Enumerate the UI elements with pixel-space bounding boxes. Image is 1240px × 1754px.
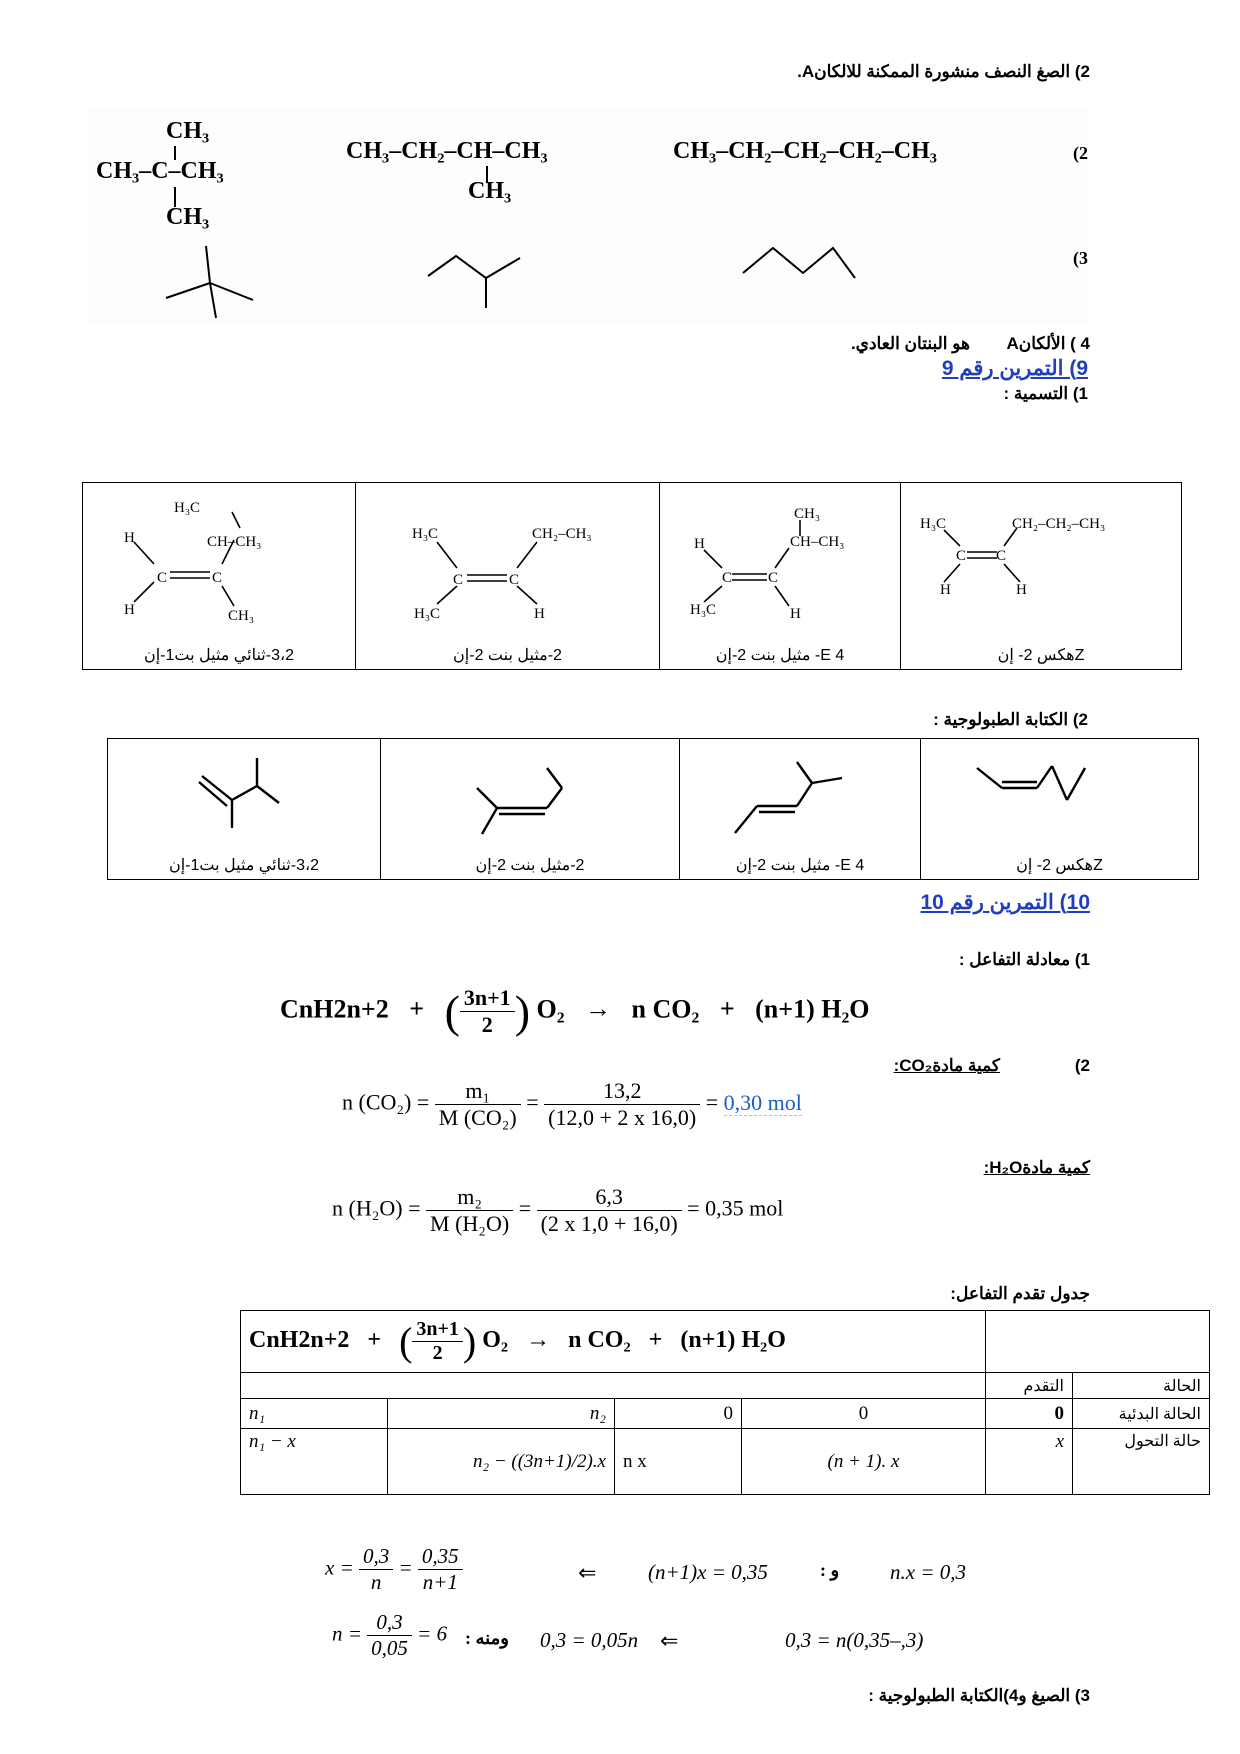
equation-d: 0,3 = n(0,35–,3) xyxy=(785,1628,924,1652)
n-result: = 6 xyxy=(417,1621,448,1646)
col-state: الحالة xyxy=(1073,1373,1210,1399)
table-h2o: (n+1) H₂O xyxy=(680,1327,786,1354)
exercise-10-title[interactable]: 10) التمرين رقم 10 xyxy=(920,891,1090,914)
equation-b: (n+1)x = 0,35 xyxy=(648,1560,768,1584)
x-lhs: x = xyxy=(325,1555,354,1580)
h2o-amount-title: كمية مادةH₂O: xyxy=(983,1158,1090,1177)
naming-title: 1) التسمية : xyxy=(1003,384,1088,403)
atom-label: C xyxy=(722,570,733,586)
alkane-skeletal-formulas xyxy=(88,108,1088,323)
topology-title: 2) الكتابة الطبولوجية : xyxy=(933,710,1088,729)
n-lhs: n = xyxy=(332,1621,362,1646)
x-frac2-num: 0,35 xyxy=(418,1544,463,1570)
atom-label: H xyxy=(940,582,951,598)
n-frac-den: 0,05 xyxy=(371,1636,408,1660)
solve-line-1-fraction: x = $\frac{0,3}{n}$ = $\frac{0,35}{n+1}$ xyxy=(325,1544,463,1595)
naming-caption: 3،2-ثنائي مثيل بت1-إن xyxy=(143,647,295,664)
neopentane-top: CH₃ xyxy=(166,118,210,144)
atom-label: C xyxy=(956,548,967,564)
row-initial-state: الحالة البدئية xyxy=(1073,1399,1210,1429)
isopentane-skeletal xyxy=(428,256,520,278)
topology-caption: Zهكس 2- إن xyxy=(1016,857,1103,874)
reactant-alkane: CnH2n+2 xyxy=(280,994,389,1024)
reaction-arrow: → xyxy=(585,994,612,1024)
atom-label: C xyxy=(453,572,464,588)
trans-co2: n x xyxy=(615,1429,742,1495)
h2o-lhs: n (H₂O) = xyxy=(332,1195,421,1221)
atom-label: C xyxy=(509,572,520,588)
and-connector: و : xyxy=(820,1560,840,1580)
table-arrow: → xyxy=(526,1327,551,1354)
equation-title: 1) معادلة التفاعل : xyxy=(958,950,1090,969)
x-frac2-den: n+1 xyxy=(422,1570,458,1594)
h2o-mass: m₂ xyxy=(426,1184,513,1211)
atom-label: H xyxy=(124,530,135,546)
h2o-mass-value: 6,3 xyxy=(537,1184,682,1211)
exercise-9-title[interactable]: 9) التمرين رقم 9 xyxy=(941,357,1088,380)
atom-label: CH₂–CH₂–CH₃ xyxy=(1012,516,1106,532)
naming-caption: Zهكس 2- إن xyxy=(997,647,1085,664)
co2-molar-mass: M (CO₂) xyxy=(438,1105,517,1130)
row-label-3: (3 xyxy=(1073,248,1088,268)
co2-index: 2) xyxy=(1074,1056,1090,1075)
row-transition-state: حالة التحول xyxy=(1073,1429,1210,1495)
atom-label: C xyxy=(157,570,168,586)
atom-label: C xyxy=(212,570,223,586)
co2-calculation: n (CO₂) = $\frac{\text{m₁}}{\text{M (CO₂)}}$ = $\frac{13,2}{(12,0 + 2 x 16,0)}$ = 0,30 mol xyxy=(342,1078,802,1130)
section-title-formulas: 2) الصغ النصف منشورة الممكنة للالكانA. xyxy=(797,62,1090,81)
advancement-table xyxy=(240,1310,1210,1495)
h2o-calculation: n (H₂O) = $\frac{\text{m₂}}{\text{M (H₂O)}}$ = $\frac{6,3}{(2 x 1,0 + 16,0)}$ = 0,35 mol xyxy=(332,1184,784,1236)
answer-4-label: 4 ) الألكانA xyxy=(1006,334,1090,353)
atom-label: H₃C xyxy=(412,526,439,542)
table-oxygen: O₂ xyxy=(482,1327,509,1354)
atom-label: C xyxy=(768,570,779,586)
col-advancement: التقدم xyxy=(986,1373,1073,1399)
coef-denominator: 2 xyxy=(481,1012,493,1037)
atom-label: H₃C xyxy=(920,516,947,532)
co2-amount-title: كمية مادةCO₂: xyxy=(893,1056,1000,1075)
product-h2o: (n+1) H₂O xyxy=(755,994,870,1024)
atom-label: CH₃ xyxy=(228,608,255,624)
pentane-skeletal xyxy=(743,248,855,278)
atom-label: H₃C xyxy=(414,606,441,622)
atom-label: H xyxy=(1016,582,1027,598)
hence-connector: ومنه : xyxy=(465,1628,509,1648)
atom-label: CH₂–CH₃ xyxy=(532,526,592,542)
co2-mass: m₁ xyxy=(435,1078,521,1105)
atom-label: H₃C xyxy=(174,500,201,516)
neopentane-mid: CH₃–C–CH₃ xyxy=(96,158,224,184)
table-equation-cell: CnH2n+2 + ( $\frac{3n+1}{2}$ ) O₂ → n CO₂ + (n+1) H₂O xyxy=(241,1311,986,1373)
equation-c: 0,3 = 0,05n xyxy=(540,1628,639,1652)
init-h2o: 0 xyxy=(742,1399,986,1429)
topology-skeletal-formulas xyxy=(107,738,1199,848)
atom-label: CH–CH₃ xyxy=(790,534,845,550)
topology-caption: E 4- مثيل بنت 2-إن xyxy=(735,857,865,874)
isopentane-formula: CH₃–CH₂–CH–CH₃ xyxy=(346,138,548,164)
table-blank-row xyxy=(241,1373,986,1399)
topology-caption: 3،2-ثنائي مثيل بت1-إن xyxy=(168,857,320,874)
row-label-2: (2 xyxy=(1073,143,1088,163)
co2-result: 0,30 mol xyxy=(723,1089,802,1115)
h2o-result: = 0,35 mol xyxy=(687,1195,784,1221)
isopentane-branch: CH₃ xyxy=(468,178,512,204)
solve-line-2-fraction xyxy=(332,1610,447,1661)
trans-h2o: (n + 1). x xyxy=(742,1429,986,1495)
atom-label: H₃C xyxy=(690,602,717,618)
alkane-structures-panel xyxy=(88,108,1088,323)
pentane-formula: CH₃–CH₂–CH₂–CH₂–CH₃ xyxy=(673,138,937,164)
product-co2: n CO₂ xyxy=(631,994,700,1024)
coef-numerator: 3n+1 xyxy=(460,985,515,1012)
naming-structures xyxy=(82,482,1182,642)
advancement-table-title: جدول تقدم التفاعل: xyxy=(950,1284,1090,1303)
implies-arrow-1: ⇐ xyxy=(578,1560,597,1585)
x-frac1-num: 0,3 xyxy=(359,1544,393,1570)
init-n2: n₂ xyxy=(388,1399,615,1429)
trans-advancement: x xyxy=(986,1429,1073,1495)
naming-caption: E 4- مثيل بنت 2-إن xyxy=(715,647,845,664)
last-question-title: 3) الصيغ و4)الكتابة الطبولوجية : xyxy=(868,1686,1090,1705)
table-co2: n CO₂ xyxy=(568,1327,631,1354)
neopentane-skeletal xyxy=(166,283,210,298)
co2-lhs: n (CO₂) = xyxy=(342,1089,430,1115)
table-blank-header xyxy=(986,1311,1210,1373)
init-advancement: 0 xyxy=(986,1399,1073,1429)
co2-molar-mass-value: (12,0 + 2 x 16,0) xyxy=(548,1105,697,1130)
table-reactant: CnH2n+2 xyxy=(249,1327,350,1354)
h2o-molar-mass: M (H₂O) xyxy=(430,1211,510,1236)
table-coef-den: 2 xyxy=(432,1342,443,1364)
trans-n2: n₂ − ((3n+1)/2).x xyxy=(388,1429,615,1495)
n-frac-num: 0,3 xyxy=(367,1610,412,1636)
atom-label: H xyxy=(124,602,135,618)
atom-label: H xyxy=(790,606,801,622)
h2o-molar-mass-value: (2 x 1,0 + 16,0) xyxy=(540,1211,678,1236)
atom-label: CH₃ xyxy=(794,506,821,522)
combustion-equation: CnH2n+2 + ( $\frac{3n+1}{2}$ ) O₂ → n CO₂ + (n+1) H₂O xyxy=(280,985,870,1037)
atom-label: H xyxy=(534,606,545,622)
table-coef-num: 3n+1 xyxy=(412,1318,463,1342)
init-co2: 0 xyxy=(615,1399,742,1429)
atom-label: CH–CH₃ xyxy=(207,534,262,550)
answer-4-text: هو البنتان العادي. xyxy=(850,334,970,353)
atom-label: H xyxy=(694,536,705,552)
implies-arrow-2: ⇐ xyxy=(660,1628,679,1653)
neopentane-bottom: CH₃ xyxy=(166,204,210,230)
naming-caption: 2-مثيل بنت 2-إن xyxy=(453,647,562,664)
topology-caption: 2-مثيل بنت 2-إن xyxy=(475,857,585,874)
co2-mass-value: 13,2 xyxy=(544,1078,700,1105)
trans-n1: n₁ − x xyxy=(241,1429,388,1495)
x-frac1-den: n xyxy=(370,1570,382,1594)
init-n1: n₁ xyxy=(241,1399,388,1429)
equation-a: n.x = 0,3 xyxy=(890,1560,966,1584)
oxygen: O₂ xyxy=(536,994,565,1024)
atom-label: C xyxy=(996,548,1007,564)
